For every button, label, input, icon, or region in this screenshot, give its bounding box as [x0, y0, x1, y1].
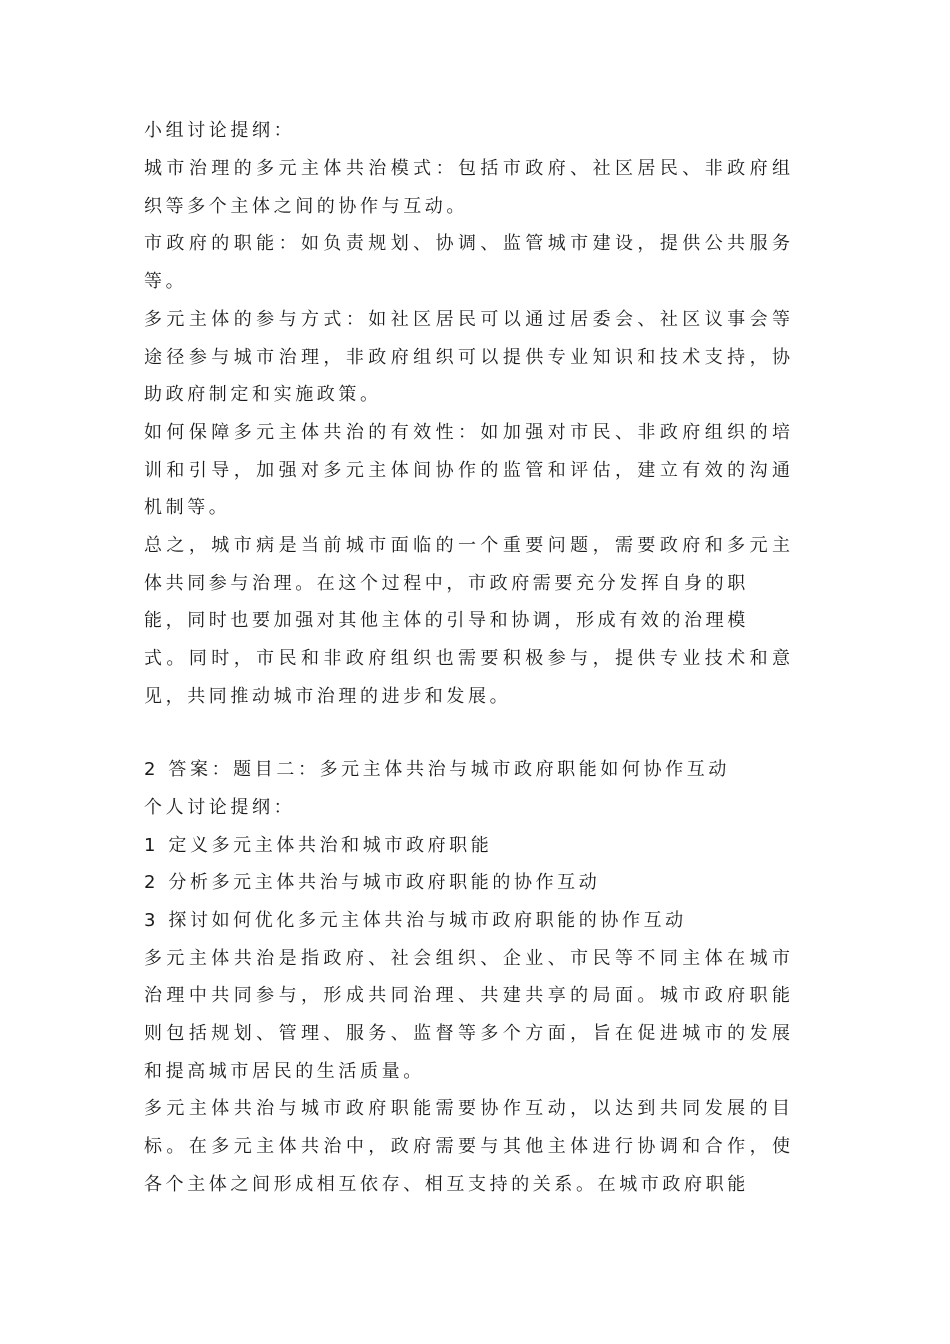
text-line: 能，同时也要加强对其他主体的引导和协调，形成有效的治理模	[144, 610, 749, 631]
text-line: 途径参与城市治理，非政府组织可以提供专业知识和技术支持，协	[144, 347, 790, 368]
text-line: 训和引导，加强对多元主体间协作的监管和评估，建立有效的沟通	[144, 460, 790, 481]
text-line: 见，共同推动城市治理的进步和发展。	[144, 686, 512, 707]
text-line: 如何保障多元主体共治的有效性：如加强对市民、非政府组织的培	[144, 422, 790, 443]
text-line: 等。	[144, 271, 188, 292]
text-line: 多元主体的参与方式：如社区居民可以通过居委会、社区议事会等	[144, 309, 790, 330]
outline-item: 1 定义多元主体共治和城市政府职能	[144, 835, 493, 856]
text-line: 多元主体共治是指政府、社会组织、企业、市民等不同主体在城市	[144, 948, 790, 969]
text-line: 则包括规划、管理、服务、监督等多个方面，旨在促进城市的发展	[144, 1023, 790, 1044]
text-line: 多元主体共治与城市政府职能需要协作互动，以达到共同发展的目	[144, 1098, 790, 1119]
outline-item: 3 探讨如何优化多元主体共治与城市政府职能的协作互动	[144, 910, 687, 931]
text-line: 各个主体之间形成相互依存、相互支持的关系。在城市政府职能	[144, 1174, 749, 1195]
section-heading: 小组讨论提纲：	[144, 120, 296, 141]
text-line: 和提高城市居民的生活质量。	[144, 1061, 425, 1082]
text-line: 机制等。	[144, 497, 231, 518]
text-line: 总之，城市病是当前城市面临的一个重要问题，需要政府和多元主	[144, 535, 790, 556]
text-line: 助政府制定和实施政策。	[144, 384, 382, 405]
text-line: 市政府的职能：如负责规划、协调、监管城市建设，提供公共服务	[144, 233, 790, 254]
outline-item: 2 分析多元主体共治与城市政府职能的协作互动	[144, 872, 601, 893]
section-heading: 个人讨论提纲：	[144, 797, 296, 818]
text-line: 体共同参与治理。在这个过程中，市政府需要充分发挥自身的职	[144, 573, 749, 594]
text-line: 治理中共同参与，形成共同治理、共建共享的局面。城市政府职能	[144, 985, 790, 1006]
text-line: 织等多个主体之间的协作与互动。	[144, 196, 468, 217]
text-line: 城市治理的多元主体共治模式：包括市政府、社区居民、非政府组	[144, 158, 790, 179]
text-line: 式。同时，市民和非政府组织也需要积极参与，提供专业技术和意	[144, 648, 790, 669]
text-line: 标。在多元主体共治中，政府需要与其他主体进行协调和合作，使	[144, 1136, 790, 1157]
answer-heading: 2 答案：题目二：多元主体共治与城市政府职能如何协作互动	[144, 759, 730, 780]
